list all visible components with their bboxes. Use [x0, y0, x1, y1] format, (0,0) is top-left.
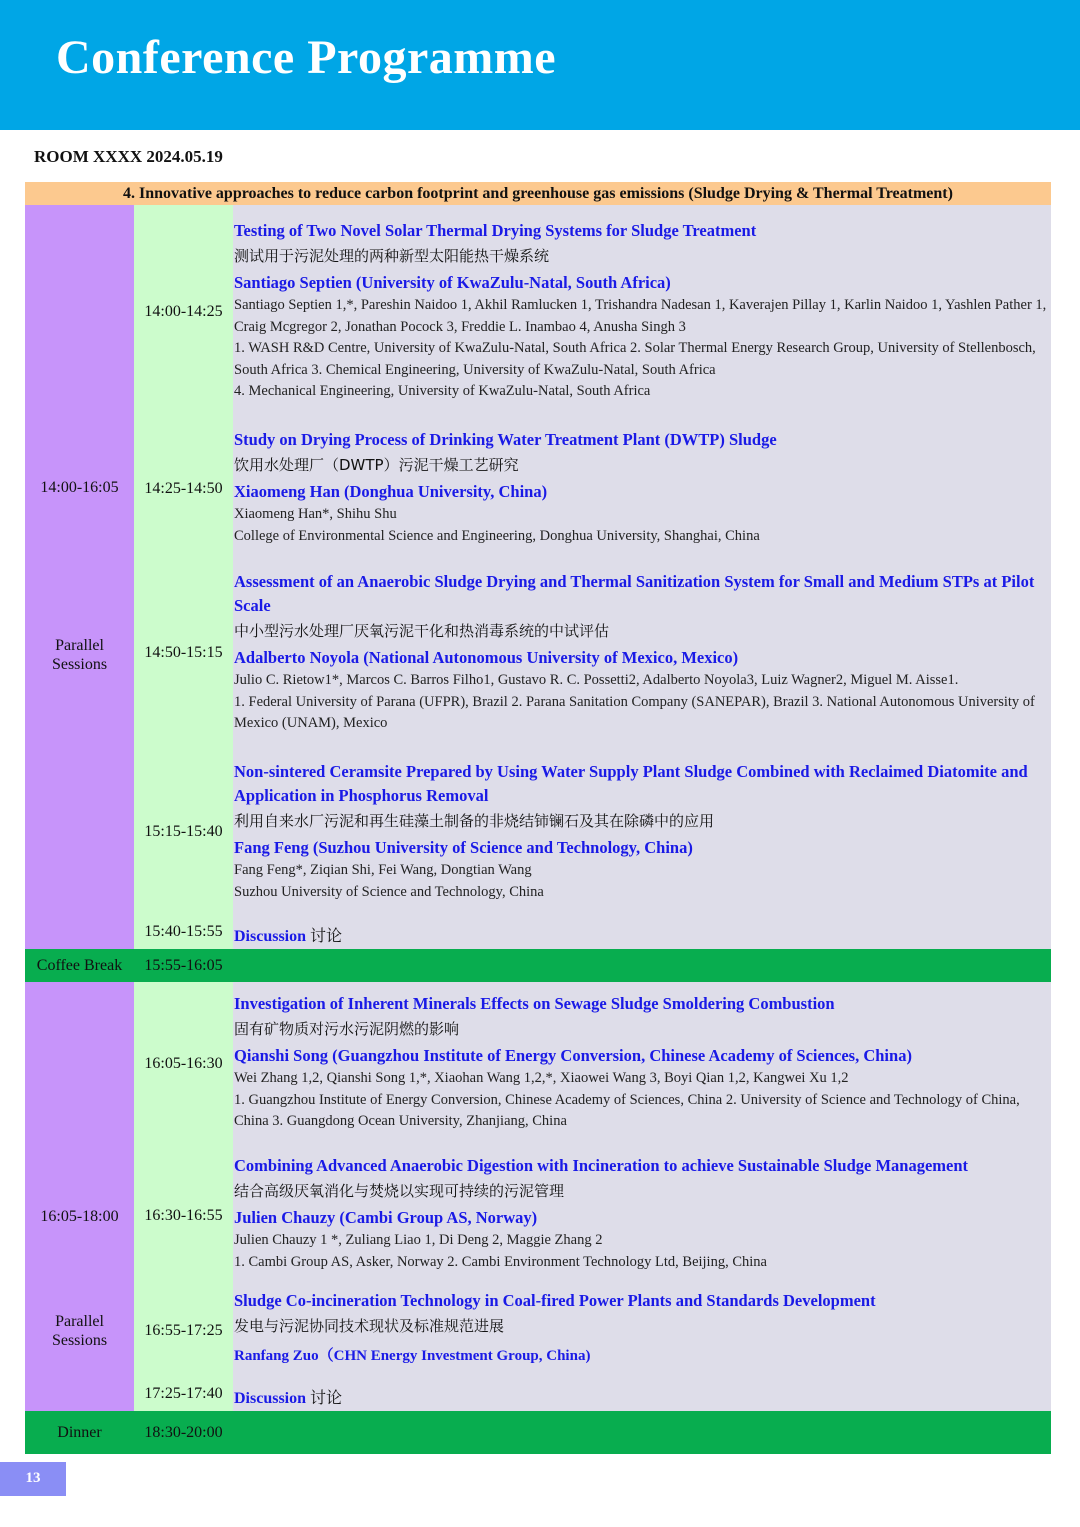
talk-speaker: Adalberto Noyola (National Autonomous University of Mexico, Mexico) [234, 648, 739, 667]
discussion-time: 17:25-17:40 [144, 1385, 223, 1402]
discussion-label-cn: 讨论 [310, 926, 343, 945]
session-label-line1: Parallel [55, 1313, 104, 1330]
talk-affiliations: Suzhou University of Science and Technology, China [234, 883, 544, 900]
talk-title-cn: 结合高级厌氧消化与焚烧以实现可持续的污泥管理 [234, 1182, 565, 1200]
talk-speaker: Julien Chauzy (Cambi Group AS, Norway) [234, 1208, 538, 1227]
discussion-label-en: Discussion [234, 928, 307, 945]
talk-entry [234, 992, 1052, 1133]
talk-time: 16:05-16:30 [144, 1055, 223, 1072]
coffee-break-row [25, 949, 1051, 982]
talk-entry [234, 570, 1052, 735]
session-label [25, 636, 134, 674]
page-title: Conference Programme [56, 31, 557, 84]
talk-affiliations: 1. Cambi Group AS, Asker, Norway 2. Cambi Environment Technology Ltd, Beijing, China [234, 1253, 767, 1270]
talk-affiliations: 1. Guangzhou Institute of Energy Conversion, Chinese Academy of Sciences, China 2. University of Science and Technology of China, China 3. Guangdong Ocean University, Zhanjiang, China [234, 1091, 1020, 1129]
talk-title-cn: 固有矿物质对污水污泥阴燃的影响 [234, 1020, 460, 1038]
session-theme: 4. Innovative approaches to reduce carbon footprint and greenhouse gas emissions (Sludge Drying & Thermal Treatment) [25, 182, 1051, 205]
session-column [25, 205, 134, 949]
talk-authors: Julien Chauzy 1 *, Zuliang Liao 1, Di Deng 2, Maggie Zhang 2 [234, 1232, 603, 1248]
talk-title: Assessment of an Anaerobic Sludge Drying and Thermal Sanitization System for Small and Medium STPs at Pilot Scale [234, 572, 1035, 615]
talk-title: Combining Advanced Anaerobic Digestion with Incineration to achieve Sustainable Sludge Management [234, 1156, 969, 1175]
talk-entry [234, 428, 1052, 547]
dinner-label: Dinner [57, 1424, 102, 1441]
discussion-label [234, 923, 342, 946]
talk-title: Investigation of Inherent Minerals Effects on Sewage Sludge Smoldering Combustion [234, 994, 835, 1013]
talk-authors: Xiaomeng Han*, Shihu Shu [234, 506, 397, 522]
talk-title-cn: 饮用水处理厂（DWTP）污泥干燥工艺研究 [234, 456, 519, 474]
discussion-label-en: Discussion [234, 1390, 307, 1407]
talk-title: Study on Drying Process of Drinking Water Treatment Plant (DWTP) Sludge [234, 430, 777, 449]
talk-authors: Santiago Septien 1,*, Pareshin Naidoo 1, Akhil Ramlucken 1, Trishandra Nadesan 1, Kaverajen Pillay 1, Karlin Naidoo 1, Yashlen Pather 1, Craig Mcgregor 2, Jonathan Pocock 3, Freddie L. Inambao 4, Anusha Singh 3 [234, 297, 1047, 335]
session-label-line2: Sessions [51, 656, 108, 673]
session-label-line1: Parallel [55, 637, 104, 654]
talk-speaker: Qianshi Song (Guangzhou Institute of Energy Conversion, Chinese Academy of Sciences, China) [234, 1046, 912, 1065]
talk-time: 16:30-16:55 [144, 1207, 223, 1224]
talk-title-cn: 测试用于污泥处理的两种新型太阳能热干燥系统 [234, 247, 550, 265]
talk-entry [234, 219, 1052, 403]
talk-entry [234, 760, 1052, 903]
session-time: 14:00-16:05 [40, 479, 119, 496]
coffee-break-label: Coffee Break [36, 957, 123, 974]
talk-speaker: Ranfang Zuo（CHN Energy Investment Group, China) [234, 1348, 591, 1364]
talk-speaker: Xiaomeng Han (Donghua University, China) [234, 482, 548, 501]
talk-authors: Fang Feng*, Ziqian Shi, Fei Wang, Dongtian Wang [234, 862, 532, 878]
talk-time: 14:25-14:50 [144, 480, 223, 497]
session-time: 16:05-18:00 [40, 1208, 119, 1225]
session-label [25, 1312, 134, 1350]
header-banner [0, 0, 1080, 130]
talk-speaker: Fang Feng (Suzhou University of Science and Technology, China) [234, 838, 693, 857]
talk-title-cn: 发电与污泥协同技术现状及标准规范进展 [234, 1317, 505, 1335]
talk-affiliations-extra: 4. Mechanical Engineering, University of KwaZulu-Natal, South Africa [234, 383, 651, 399]
discussion-time: 15:40-15:55 [144, 923, 223, 940]
talk-entry [234, 1289, 1052, 1369]
room-date: ROOM XXXX 2024.05.19 [34, 147, 223, 166]
talk-affiliations: 1. WASH R&D Centre, University of KwaZulu-Natal, South Africa 2. Solar Thermal Energy Research Group, University of Stellenbosch, South Africa 3. Chemical Engineering, University of KwaZulu-Natal, South Africa [234, 340, 1036, 378]
talk-time: 14:50-15:15 [144, 644, 223, 661]
talk-time: 15:15-15:40 [144, 823, 223, 840]
talk-time: 16:55-17:25 [144, 1322, 223, 1339]
coffee-break-time: 15:55-16:05 [144, 957, 223, 974]
session-label-line2: Sessions [51, 1332, 108, 1349]
talk-authors: Julio C. Rietow1*, Marcos C. Barros Filho1, Gustavo R. C. Possetti2, Adalberto Noyola3, Luiz Wagner2, Miguel M. Aisse1. [234, 672, 959, 688]
discussion-label [234, 1385, 342, 1408]
talk-time: 14:00-14:25 [144, 303, 223, 320]
talk-title-cn: 利用自来水厂污泥和再生硅藻土制备的非烧结铈镧石及其在除磷中的应用 [234, 812, 715, 830]
discussion-label-cn: 讨论 [310, 1388, 343, 1407]
talk-title: Testing of Two Novel Solar Thermal Drying Systems for Sludge Treatment [234, 221, 757, 240]
talk-title: Sludge Co-incineration Technology in Coal-fired Power Plants and Standards Development [234, 1291, 876, 1310]
talk-speaker: Santiago Septien (University of KwaZulu-Natal, South Africa) [234, 273, 671, 292]
talk-affiliations: 1. Federal University of Parana (UFPR), Brazil 2. Parana Sanitation Company (SANEPAR), Brazil 3. National Autonomous University of Mexico (UNAM), Mexico [234, 693, 1035, 731]
dinner-row [25, 1411, 1051, 1454]
talk-title: Non-sintered Ceramsite Prepared by Using Water Supply Plant Sludge Combined with Reclaimed Diatomite and Application in Phosphorus Removal [234, 762, 1028, 805]
talk-affiliations: College of Environmental Science and Engineering, Donghua University, Shanghai, China [234, 527, 760, 544]
page-number: 13 [0, 1462, 66, 1496]
time-column [134, 982, 233, 1411]
talk-entry [234, 1154, 1052, 1273]
dinner-time: 18:30-20:00 [144, 1424, 223, 1441]
session-block-2 [25, 982, 1051, 1411]
session-block-1 [25, 205, 1051, 949]
talk-authors: Wei Zhang 1,2, Qianshi Song 1,*, Xiaohan Wang 1,2,*, Xiaowei Wang 3, Boyi Qian 1,2, Kangwei Xu 1,2 [234, 1070, 849, 1086]
talk-title-cn: 中小型污水处理厂厌氧污泥干化和热消毒系统的中试评估 [234, 622, 610, 640]
